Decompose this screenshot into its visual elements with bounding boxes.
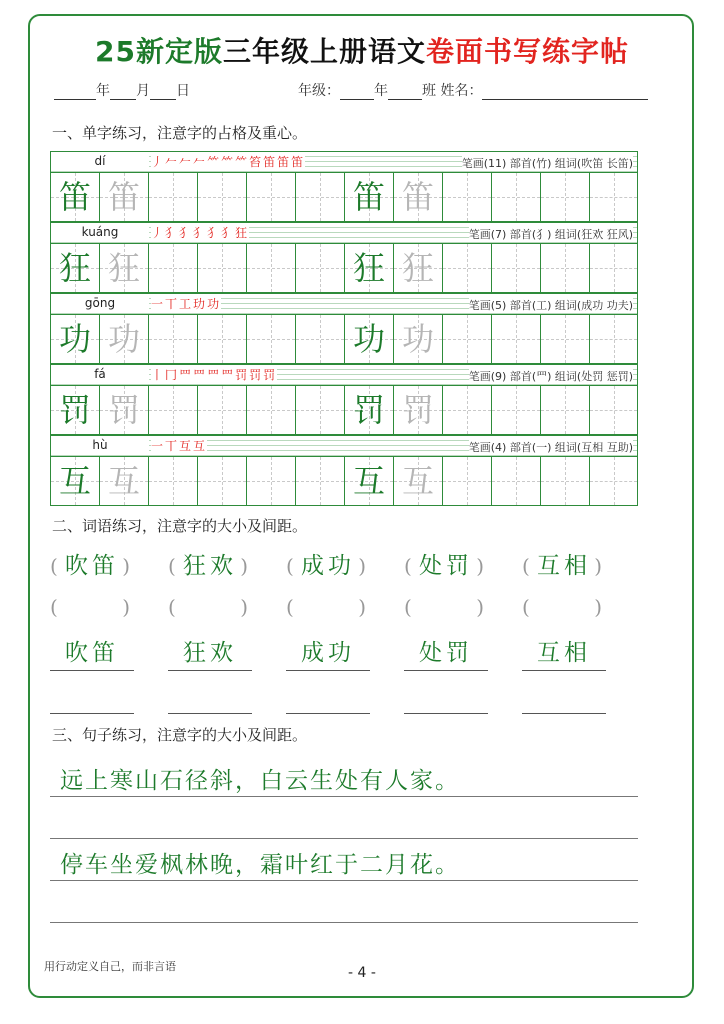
writing-cell[interactable] bbox=[197, 386, 246, 434]
word-with-parens: ( 吹笛 ) bbox=[50, 553, 134, 579]
word-underline bbox=[404, 670, 488, 671]
char-row-header bbox=[50, 151, 638, 172]
blank-underline[interactable] bbox=[50, 713, 134, 714]
char-row bbox=[50, 222, 638, 293]
char-row bbox=[50, 435, 638, 506]
writing-cell[interactable] bbox=[246, 173, 295, 221]
title-part3: 卷面书写练字帖 bbox=[425, 35, 629, 68]
word-underline bbox=[50, 670, 134, 671]
pinyin-label: hù bbox=[51, 438, 149, 452]
word-with-parens: ( 成功 ) bbox=[286, 553, 370, 579]
sentence-blank-line[interactable] bbox=[50, 838, 638, 839]
info-class-name: 班 姓名： bbox=[422, 83, 483, 99]
writing-cell[interactable] bbox=[491, 244, 540, 292]
word-underline bbox=[168, 670, 252, 671]
empty-parens[interactable]: ( ) bbox=[286, 595, 370, 619]
pinyin-label: kuáng bbox=[51, 225, 149, 239]
writing-cell[interactable] bbox=[589, 386, 638, 434]
stroke-order: 丿𠂉𠂉𠂉⺮⺮⺮笞笛笛笛 bbox=[151, 155, 306, 169]
writing-cell[interactable] bbox=[491, 386, 540, 434]
section3-heading: 三、句子练习，注意字的大小及间距。 bbox=[52, 726, 308, 744]
writing-cell[interactable]: 互 bbox=[99, 457, 148, 505]
writing-cell[interactable]: 互 bbox=[344, 457, 393, 505]
blank-underline[interactable] bbox=[522, 713, 606, 714]
writing-cell[interactable] bbox=[540, 173, 589, 221]
writing-cell[interactable]: 功 bbox=[99, 315, 148, 363]
char-row-header bbox=[50, 364, 638, 385]
practice-grid bbox=[50, 151, 638, 506]
char-row-header bbox=[50, 435, 638, 456]
writing-cell[interactable]: 互 bbox=[393, 457, 442, 505]
info-day: 日 bbox=[176, 83, 190, 99]
char-row bbox=[50, 364, 638, 435]
char-meta: 笔画(4) 部首(一) 组词(互相 互助) bbox=[468, 441, 633, 454]
writing-cell[interactable]: 笛 bbox=[50, 173, 99, 221]
writing-cell[interactable] bbox=[540, 457, 589, 505]
writing-cell[interactable] bbox=[295, 386, 344, 434]
writing-cell[interactable] bbox=[540, 386, 589, 434]
blank-underline[interactable] bbox=[286, 713, 370, 714]
word-on-line: 处罚 bbox=[419, 640, 473, 666]
title-part2: 三年级上册语文 bbox=[222, 35, 426, 68]
page-number: - 4 - bbox=[348, 965, 376, 981]
writing-cell[interactable]: 笛 bbox=[393, 173, 442, 221]
word-underline bbox=[522, 670, 606, 671]
info-year: 年 bbox=[96, 83, 110, 99]
empty-parens[interactable]: ( ) bbox=[404, 595, 488, 619]
page-title bbox=[0, 30, 724, 70]
char-meta: 笔画(7) 部首(犭) 组词(狂欢 狂风) bbox=[468, 228, 633, 241]
writing-cell[interactable] bbox=[197, 457, 246, 505]
stroke-order: 丿犭犭犭犭犭狂 bbox=[151, 226, 250, 240]
pinyin-label: gōng bbox=[51, 296, 149, 310]
info-month: 月 bbox=[136, 83, 150, 99]
writing-cell[interactable]: 罚 bbox=[393, 386, 442, 434]
writing-cell[interactable]: 罚 bbox=[344, 386, 393, 434]
info-year2: 年 bbox=[374, 83, 388, 99]
writing-cell[interactable] bbox=[540, 315, 589, 363]
writing-cell[interactable]: 罚 bbox=[50, 386, 99, 434]
writing-cell[interactable] bbox=[295, 457, 344, 505]
writing-cell[interactable] bbox=[442, 244, 491, 292]
word-on-line: 吹笛 bbox=[65, 640, 119, 666]
writing-cell[interactable] bbox=[589, 457, 638, 505]
word-with-parens: ( 互相 ) bbox=[522, 553, 606, 579]
word-with-parens: ( 处罚 ) bbox=[404, 553, 488, 579]
writing-cell[interactable]: 狂 bbox=[393, 244, 442, 292]
blank-underline[interactable] bbox=[404, 713, 488, 714]
writing-cell[interactable]: 狂 bbox=[99, 244, 148, 292]
char-row bbox=[50, 151, 638, 222]
writing-cell[interactable] bbox=[491, 315, 540, 363]
writing-cell[interactable] bbox=[442, 457, 491, 505]
writing-cell[interactable]: 功 bbox=[50, 315, 99, 363]
pinyin-label: fá bbox=[51, 367, 149, 381]
writing-cell[interactable] bbox=[491, 173, 540, 221]
writing-cell[interactable] bbox=[442, 173, 491, 221]
stroke-order: 一丅互互 bbox=[151, 439, 208, 453]
writing-cell[interactable] bbox=[589, 315, 638, 363]
sentence-blank-line[interactable] bbox=[50, 922, 638, 923]
writing-cell[interactable] bbox=[295, 315, 344, 363]
writing-cell[interactable]: 狂 bbox=[50, 244, 99, 292]
writing-cell[interactable] bbox=[148, 173, 197, 221]
pinyin-label: dí bbox=[51, 154, 149, 168]
writing-cell[interactable]: 互 bbox=[50, 457, 99, 505]
writing-cell[interactable]: 功 bbox=[393, 315, 442, 363]
char-row-header bbox=[50, 293, 638, 314]
writing-cell[interactable] bbox=[295, 244, 344, 292]
sentence-text: 停车坐爱枫林晚，霜叶红于二月花。 bbox=[60, 852, 460, 878]
writing-cell[interactable] bbox=[442, 315, 491, 363]
info-grade: 年级： bbox=[298, 83, 340, 99]
sentence-text: 远上寒山石径斜，白云生处有人家。 bbox=[60, 768, 460, 794]
section2-heading: 二、词语练习，注意字的大小及间距。 bbox=[52, 517, 308, 535]
word-on-line: 互相 bbox=[537, 640, 591, 666]
writing-cell[interactable] bbox=[148, 244, 197, 292]
writing-cell[interactable]: 笛 bbox=[99, 173, 148, 221]
writing-cell[interactable]: 功 bbox=[344, 315, 393, 363]
sentence-underline bbox=[50, 796, 638, 797]
char-meta: 笔画(5) 部首(工) 组词(成功 功夫) bbox=[468, 299, 633, 312]
info-line bbox=[54, 80, 678, 102]
title-part1: 25新定版 bbox=[95, 35, 223, 68]
sentence-underline bbox=[50, 880, 638, 881]
char-row bbox=[50, 293, 638, 364]
writing-cell[interactable]: 狂 bbox=[344, 244, 393, 292]
writing-cell[interactable] bbox=[148, 315, 197, 363]
empty-parens[interactable]: ( ) bbox=[168, 595, 252, 619]
word-on-line: 成功 bbox=[301, 640, 355, 666]
writing-cell[interactable] bbox=[246, 386, 295, 434]
stroke-order: 一丅工玏功 bbox=[151, 297, 222, 311]
char-meta: 笔画(11) 部首(竹) 组词(吹笛 长笛) bbox=[461, 157, 633, 170]
word-underline bbox=[286, 670, 370, 671]
footer-quote: 用行动定义自己，而非言语 bbox=[44, 960, 176, 973]
empty-parens[interactable]: ( ) bbox=[50, 595, 134, 619]
char-row-header bbox=[50, 222, 638, 243]
writing-cell[interactable] bbox=[148, 386, 197, 434]
writing-cell[interactable] bbox=[442, 386, 491, 434]
writing-cell[interactable] bbox=[197, 244, 246, 292]
writing-cell[interactable] bbox=[246, 315, 295, 363]
word-on-line: 狂欢 bbox=[183, 640, 237, 666]
writing-cell[interactable]: 罚 bbox=[99, 386, 148, 434]
blank-underline[interactable] bbox=[168, 713, 252, 714]
word-with-parens: ( 狂欢 ) bbox=[168, 553, 252, 579]
writing-cell[interactable] bbox=[246, 244, 295, 292]
writing-cell[interactable] bbox=[197, 315, 246, 363]
empty-parens[interactable]: ( ) bbox=[522, 595, 606, 619]
writing-cell[interactable] bbox=[589, 173, 638, 221]
char-meta: 笔画(9) 部首(罒) 组词(处罚 惩罚) bbox=[468, 370, 633, 383]
section1-heading: 一、单字练习，注意字的占格及重心。 bbox=[52, 124, 308, 142]
writing-cell[interactable]: 笛 bbox=[344, 173, 393, 221]
writing-cell[interactable] bbox=[295, 173, 344, 221]
stroke-order: 丨冂罒罒罒罒罚罚罚 bbox=[151, 368, 278, 382]
writing-cell[interactable] bbox=[197, 173, 246, 221]
writing-cell[interactable] bbox=[491, 457, 540, 505]
writing-cell[interactable] bbox=[540, 244, 589, 292]
writing-cell[interactable] bbox=[246, 457, 295, 505]
writing-cell[interactable] bbox=[589, 244, 638, 292]
writing-cell[interactable] bbox=[148, 457, 197, 505]
